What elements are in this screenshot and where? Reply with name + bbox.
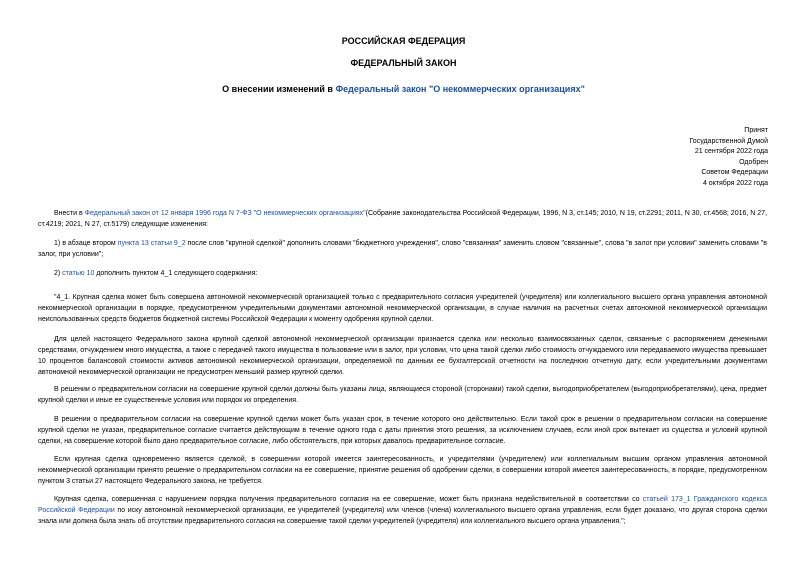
paragraph: "4_1. Крупная сделка может быть совершена автономной некоммерческой организацией только с предварительного согласия учредителей (учредителя) или коллегиального высшего органа управления автономной некоммерческой организации в порядке, предусмотренном учредительными документами автономной некоммерческой организации, в случае наличия на расчетных счетах автономной некоммерческой организации неиспользованных средств бюджетов бюджетной системы Российской Федерации к моменту одобрения крупной сделки. — [38, 294, 767, 323]
paragraph-text: 1) в абзаце втором — [54, 240, 118, 247]
paragraph-text: после слов "крупной сделкой" дополнить словами "бюджетного учреждения", слово "связанная" заменить словом "связанные", слова "в залог при условии" заменить словами "в залог, при условии"; — [38, 240, 767, 258]
law-title-link[interactable]: Федеральный закон "О некоммерческих организациях" — [335, 84, 585, 94]
paragraph-text: (Собрание законодательства Российской Федерации, 1996, N 3, ст.145; 2010, N 19, ст.2291; 2011, N 30, ст.4568; 2016, N 27, ст.4219; 2021, N 27, ст.5179) следующие изменения: — [38, 210, 768, 228]
paragraph — [38, 494, 767, 527]
law-title — [0, 84, 807, 94]
paragraph-text: по иску автономной некоммерческой организации, ее учредителей (учредителя) или членов (члена) коллегиального высшего органа управления, если будет доказано, что другая сторона сделки знала или должна была знать об отсутствии предварительного согласия на совершение такой сделки учредителей (учредителя) или коллегиального высшего органа управления."; — [38, 507, 767, 525]
adoption-line: Государственной Думой — [689, 137, 768, 145]
adoption-block — [689, 126, 768, 190]
adoption-line: Советом Федерации — [701, 169, 768, 177]
paragraph: Для целей настоящего Федерального закона крупной сделкой автономной некоммерческой организации признается сделка или несколько взаимосвязанных сделок, связанные с распоряжением денежными средствами, отчуждением иного имущества, а также с передачей такого имущества в пользование или в залог, при условии, что цена такой сделки либо стоимость отчуждаемого или передаваемого имущества превышает 10 процентов балансовой стоимости активов автономной некоммерческой организации, определяемой по данным ее бухгалтерской отчетности на последнюю отчетную дату, если учредительными документами автономной некоммерческой организации не предусмотрен меньший размер крупной сделки. — [38, 336, 767, 376]
paragraph: В решении о предварительном согласии на совершение крупной сделки может быть указан срок, в течение которого оно действительно. Если такой срок в решении о предварительном согласии на совершение крупной сделки не указан, предварительное согласие считается действующим в течение одного года с даты принятия этого решения, за исключением случаев, если иной срок вытекает из существа и условий крупной сделки, на совершение которой было дано предварительное согласие, либо обстоятельств, при которых давалось предварительное согласие. — [38, 416, 767, 445]
paragraph — [38, 208, 767, 230]
code-reference-link[interactable]: статьей 173_1 Гражданского кодекса Российской Федерации — [38, 496, 767, 514]
law-reference-link[interactable]: Федеральный закон от 12 января 1996 года N 7-ФЗ "О некоммерческих организациях" — [84, 210, 366, 217]
country-heading: РОССИЙСКАЯ ФЕДЕРАЦИЯ — [341, 36, 466, 46]
paragraph — [38, 238, 767, 260]
paragraph-text: 2) — [54, 270, 63, 277]
paragraph: Если крупная сделка одновременно является сделкой, в совершении которой имеется заинтересованность, и учредителями (учредителем) или коллегиальным высшим органом управления автономной некоммерческой организации принято решение о предварительном согласии на ее совершение, принятие решения об одобрении сделки, в совершении которой имеется заинтересованность, в порядке, предусмотренном пунктом 3 статьи 27 настоящего Федерального закона, не требуется. — [38, 456, 767, 485]
law-type-heading: ФЕДЕРАЛЬНЫЙ ЗАКОН — [350, 58, 457, 68]
law-title-prefix: О внесении изменений в — [222, 84, 336, 94]
paragraph-text: дополнить пунктом 4_1 следующего содержания: — [94, 270, 258, 277]
adoption-line: 21 сентября 2022 года — [694, 148, 768, 156]
paragraph-text: Внести в — [54, 210, 85, 217]
article-reference-link[interactable]: пункта 13 статьи 9_2 — [117, 240, 186, 247]
article-reference-link[interactable]: статью 10 — [62, 270, 95, 277]
paragraph-text: Крупная сделка, совершенная с нарушением порядка получения предварительного согласия на ее совершение, может быть признана недействительной в соответствии со — [54, 496, 643, 503]
adoption-line: Принят — [744, 127, 768, 134]
adoption-line: 4 октября 2022 года — [702, 179, 768, 187]
paragraph — [38, 268, 767, 279]
paragraph: В решении о предварительном согласии на совершение крупной сделки должны быть указаны лица, являющиеся стороной (сторонами) такой сделки, выгодоприобретателем (выгодоприобретателями), цена, предмет крупной сделки и иные ее существенные условия или порядок их определения. — [38, 386, 767, 404]
adoption-line: Одобрен — [739, 158, 768, 166]
